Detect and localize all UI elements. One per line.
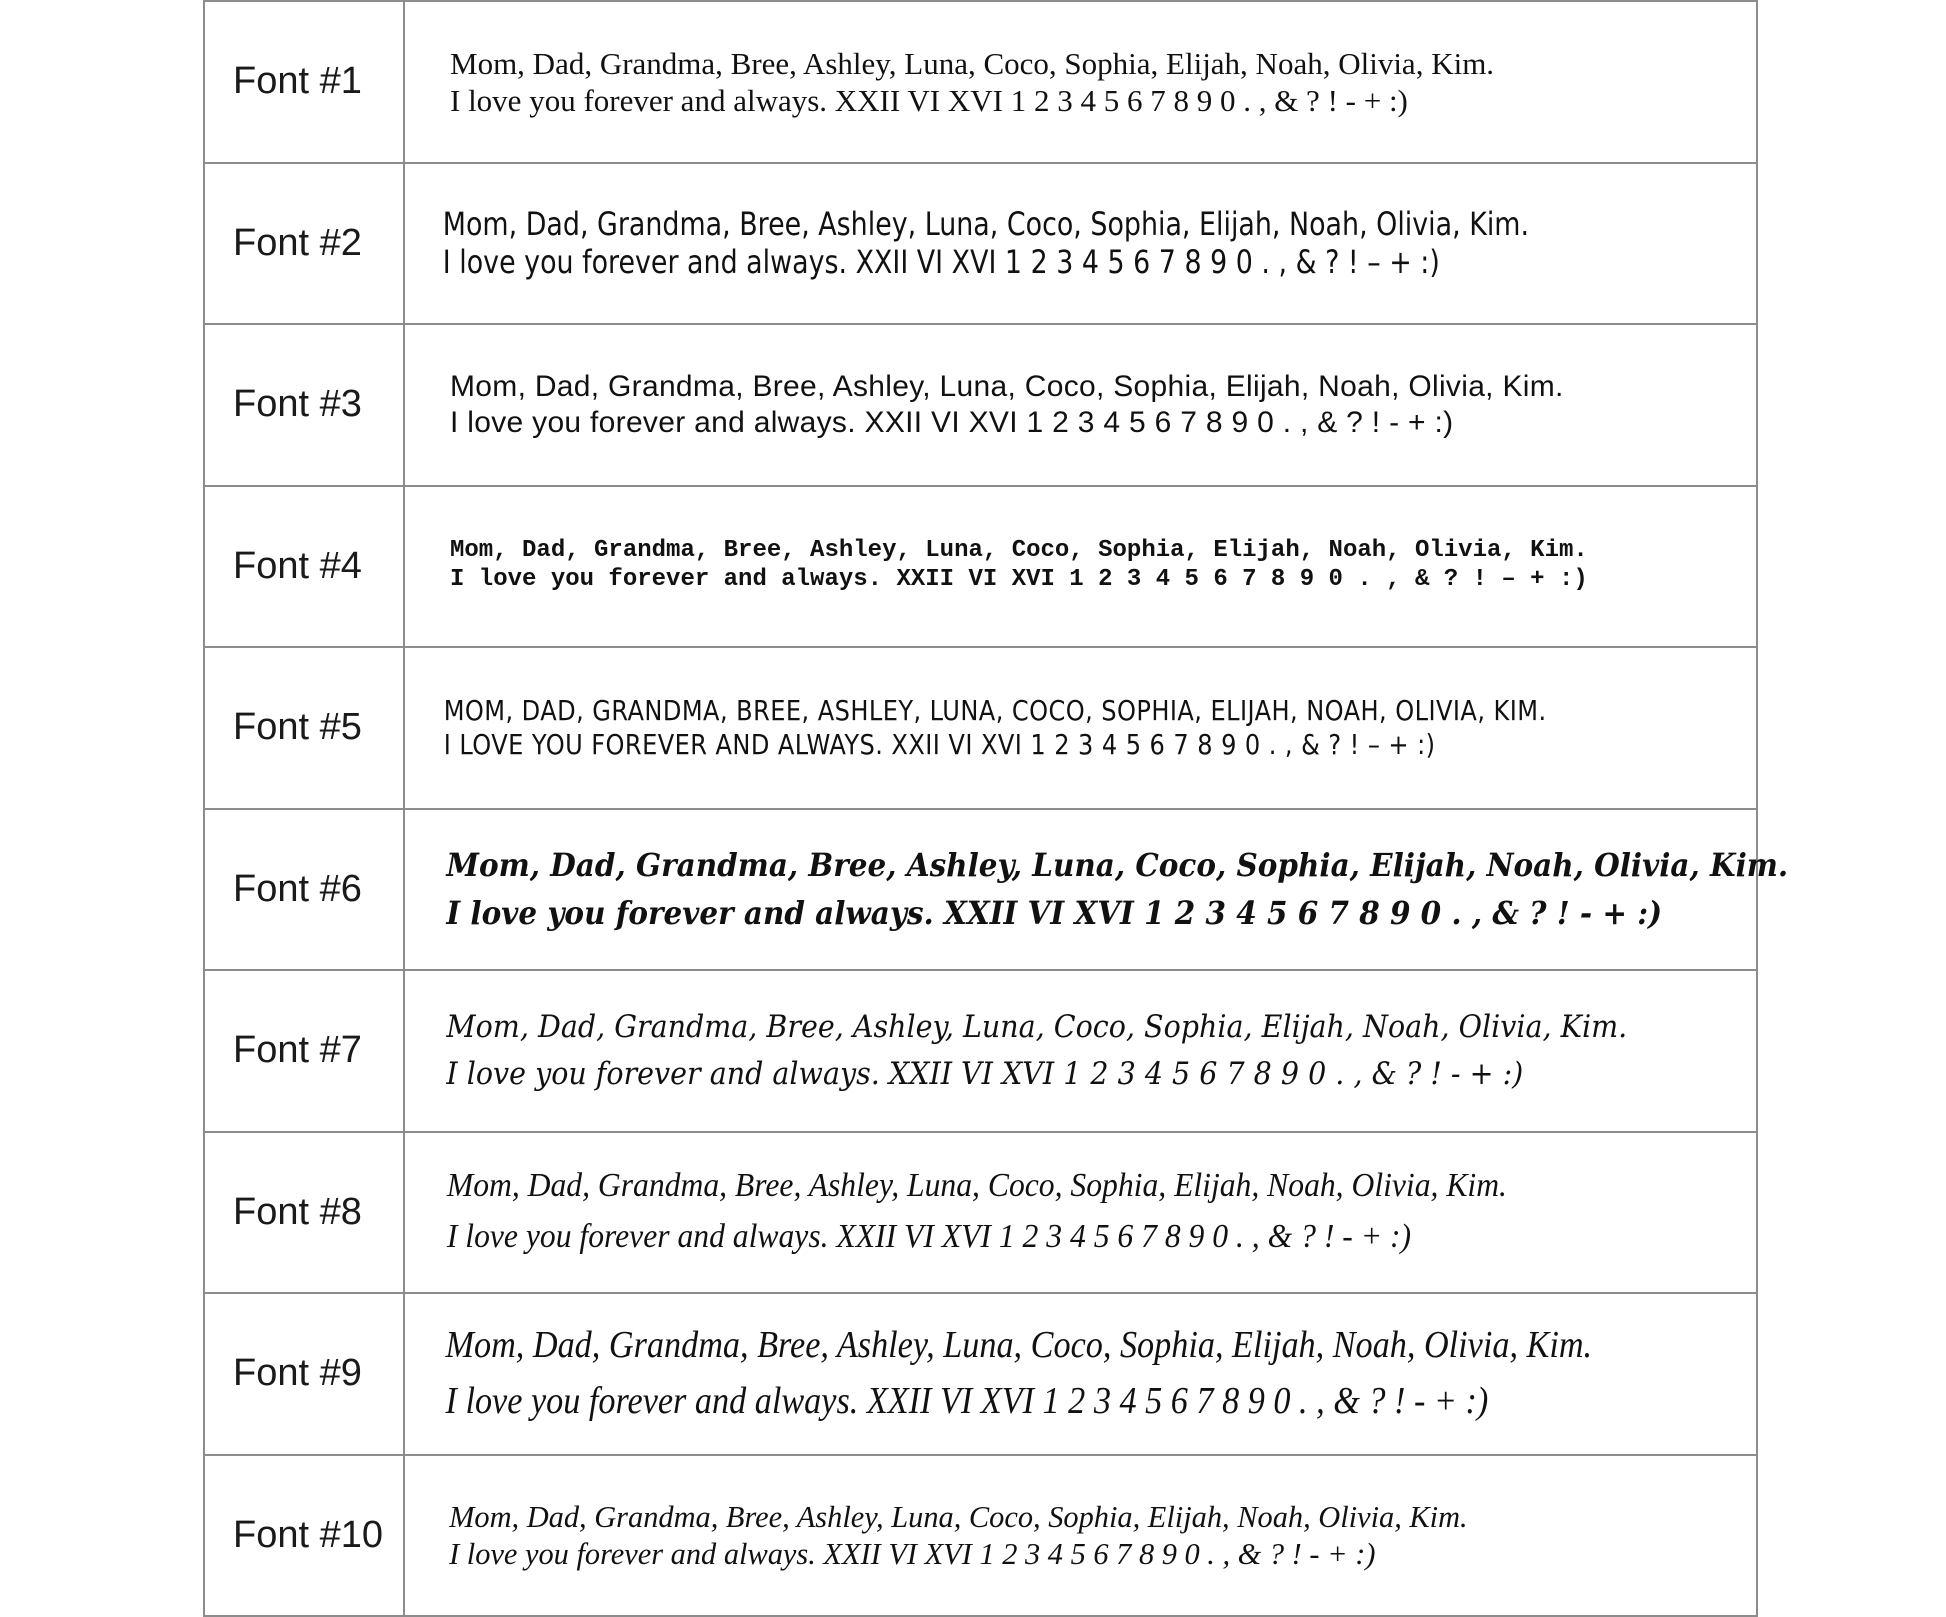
font-row-6 [205, 808, 1789, 970]
font-label: Font #10 [233, 1513, 383, 1556]
font-label: Font #7 [233, 1029, 362, 1072]
sample-line-names: Mom, Dad, Grandma, Bree, Ashley, Luna, Coco, Sophia, Elijah, Noah, Olivia, Kim. [450, 369, 1564, 403]
sample-line-names: Mom, Dad, Grandma, Bree, Ashley, Luna, Coco, Sophia, Elijah, Noah, Olivia, Kim. [450, 45, 1495, 81]
font-label: Font #3 [233, 383, 362, 426]
font-sample-table [203, 0, 1789, 1617]
sample-line-names: Mom, Dad, Grandma, Bree, Ashley, Luna, Coco, Sophia, Elijah, Noah, Olivia, Kim. [442, 204, 1530, 243]
sample-line-phrase: I love you forever and always. XXII VI XVI 1 2 3 4 5 6 7 8 9 0 . , & ? ! - + :) [445, 1379, 1489, 1422]
sample-line-phrase: I love you forever and always. XXII VI XVI 1 2 3 4 5 6 7 8 9 0 . , & ? ! - + :) [446, 1055, 1524, 1092]
sample-line-phrase: I love you forever and always. XXII VI XVI 1 2 3 4 5 6 7 8 9 0 . , & ? ! - + :) [450, 405, 1454, 439]
font-label: Font #2 [233, 221, 362, 264]
sample-line-names: Mom, Dad, Grandma, Bree, Ashley, Luna, Coco, Sophia, Elijah, Noah, Olivia, Kim. [449, 1499, 1468, 1535]
sample-line-phrase: I love you forever and always. XXII VI XVI 1 2 3 4 5 6 7 8 9 0 . , & ? ! – + :) [450, 566, 1588, 594]
font-row-10 [205, 1454, 1756, 1616]
font-row-8 [205, 1131, 1756, 1293]
font-sample-cell [405, 1456, 1729, 1616]
font-sample-cell [405, 648, 1567, 808]
font-label: Font #8 [233, 1190, 362, 1233]
sample-line-names: MOM, DAD, GRANDMA, BREE, ASHLEY, LUNA, COCO, SOPHIA, ELIJAH, NOAH, OLIVIA, KIM. [443, 694, 1547, 728]
font-label-cell [205, 325, 405, 485]
font-label-cell [205, 164, 405, 324]
font-label: Font #1 [233, 60, 362, 103]
sample-line-phrase: I love you forever and always. XXII VI XVI 1 2 3 4 5 6 7 8 9 0 . , & ? ! - + :) [450, 82, 1408, 118]
font-row-9 [205, 1292, 1756, 1454]
sample-line-names: Mom, Dad, Grandma, Bree, Ashley, Luna, Coco, Sophia, Elijah, Noah, Olivia, Kim. [446, 1167, 1507, 1205]
sample-line-names: Mom, Dad, Grandma, Bree, Ashley, Luna, Coco, Sophia, Elijah, Noah, Olivia, Kim. [446, 845, 1789, 884]
font-label-cell [205, 1294, 405, 1454]
font-sample-cell [405, 1294, 1621, 1454]
font-label-cell [205, 810, 405, 970]
font-label-cell [205, 487, 405, 647]
font-label-cell [205, 648, 405, 808]
font-row-7 [205, 969, 1756, 1131]
font-row-4 [205, 485, 1756, 647]
font-label: Font #9 [233, 1352, 362, 1395]
font-label: Font #6 [233, 867, 362, 910]
font-sample-cell [405, 810, 1807, 970]
font-sample-cell [405, 1133, 1661, 1293]
font-label-cell [205, 1133, 405, 1293]
font-sample-cell [405, 487, 1756, 647]
font-sample-cell [405, 325, 1756, 485]
sample-line-phrase: I love you forever and always. XXII VI XVI 1 2 3 4 5 6 7 8 9 0 . , & ? ! - + :) [446, 894, 1663, 933]
font-row-3 [205, 323, 1756, 485]
sample-line-phrase: I love you forever and always. XXII VI XVI 1 2 3 4 5 6 7 8 9 0 . , & ? ! - + :) [449, 1536, 1376, 1572]
font-row-1 [205, 2, 1756, 162]
font-row-2 [205, 162, 1756, 324]
sample-line-names: Mom, Dad, Grandma, Bree, Ashley, Luna, Coco, Sophia, Elijah, Noah, Olivia, Kim. [445, 1324, 1593, 1367]
sample-line-names: Mom, Dad, Grandma, Bree, Ashley, Luna, Coco, Sophia, Elijah, Noah, Olivia, Kim. [450, 537, 1588, 565]
sample-line-names: Mom, Dad, Grandma, Bree, Ashley, Luna, Coco, Sophia, Elijah, Noah, Olivia, Kim. [446, 1008, 1628, 1045]
font-sample-cell [405, 971, 1648, 1131]
sample-line-phrase: I love you forever and always. XXII VI XVI 1 2 3 4 5 6 7 8 9 0 . , & ? ! – + :) [442, 243, 1440, 282]
font-sample-cell [405, 164, 1546, 324]
font-label: Font #4 [233, 544, 362, 587]
font-label-cell [205, 971, 405, 1131]
font-sample-cell [405, 2, 1756, 162]
sample-line-phrase: I LOVE YOU FOREVER AND ALWAYS. XXII VI XVI 1 2 3 4 5 6 7 8 9 0 . , & ? ! – + :) [443, 727, 1436, 761]
font-label-cell [205, 2, 405, 162]
sample-line-phrase: I love you forever and always. XXII VI XVI 1 2 3 4 5 6 7 8 9 0 . , & ? ! - + :) [446, 1218, 1411, 1256]
font-label-cell [205, 1456, 405, 1616]
font-label: Font #5 [233, 706, 362, 749]
font-row-5 [205, 646, 1756, 808]
